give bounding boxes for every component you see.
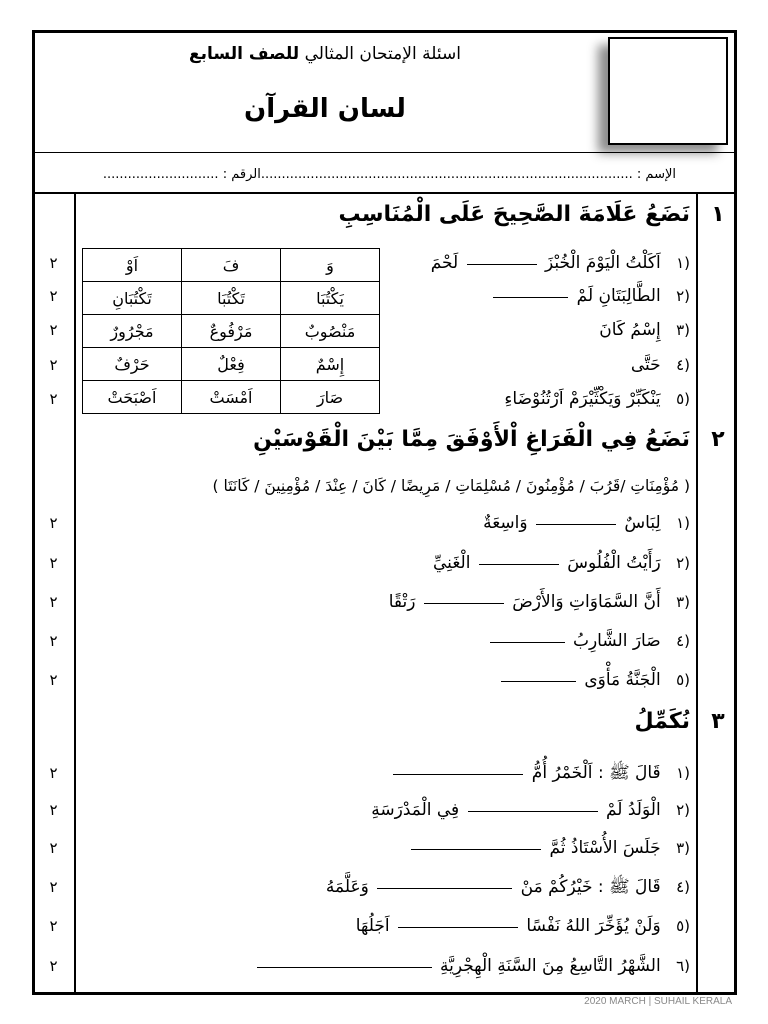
- question-item: [32, 797, 697, 823]
- choices-row: [83, 249, 380, 282]
- question-item: [32, 874, 697, 900]
- item-number: ٥): [676, 390, 690, 408]
- answer-blank: [468, 810, 598, 812]
- exam-heading: [100, 42, 550, 66]
- item-mark: ٢: [49, 356, 58, 374]
- section-number: ٣: [711, 709, 725, 734]
- item-number: ٢): [676, 801, 690, 819]
- choice-cell: مَرْفُوعٌ: [182, 315, 281, 348]
- question-item: [32, 550, 697, 576]
- section-number: ٢: [711, 427, 725, 452]
- item-mark: ٢: [49, 514, 58, 532]
- item-number: ٣): [676, 839, 690, 857]
- header-divider: [32, 152, 737, 153]
- question-item: [32, 667, 697, 693]
- question-text: [498, 667, 690, 693]
- answer-blank: [467, 263, 537, 265]
- number-dots: ............................: [102, 167, 219, 182]
- photo-box: [608, 37, 728, 145]
- item-number: ٢): [676, 554, 690, 572]
- exam-line: اسئلة الإمتحان المثالي: [304, 44, 461, 64]
- text-after-blank: وَعَلَّمَهُ: [325, 877, 369, 897]
- answer-blank: [398, 926, 518, 928]
- text-before-blank: قَالَ ﷺ : اَلْخَمْرُ أُمُّ: [531, 763, 661, 783]
- item-text: حَتَّى: [630, 355, 661, 375]
- text-before-blank: جَلَسَ الأُسْتَاذُ ثُمَّ: [549, 838, 661, 858]
- text-before-blank: الشَّهْرُ التَّاسِعُ مِنَ السَّنَةِ الْهِجْرِيَّةِ: [439, 956, 661, 976]
- item-number: ٤): [676, 356, 690, 374]
- text-after-blank: الْغَنِيِّ: [433, 553, 471, 573]
- item-number: ١): [676, 514, 690, 532]
- choice-cell: مَنْصُوبٌ: [281, 315, 380, 348]
- item-number: ٣): [676, 321, 690, 339]
- text-before-blank: الْوَلَدُ لَمْ: [605, 800, 661, 820]
- text-before-blank: وَلَنْ يُؤَخِّرَ اللهُ نَفْسًا: [526, 916, 661, 936]
- student-info-divider: [32, 192, 737, 194]
- question-item: [32, 760, 697, 786]
- choice-cell: فَ: [182, 249, 281, 282]
- text-after-blank: رَتْقًا: [388, 592, 416, 612]
- item-number: ٦): [676, 957, 690, 975]
- choice-cell: حَرْفٌ: [83, 348, 182, 381]
- text-after-blank: فِي الْمَدْرَسَةِ: [371, 800, 460, 820]
- subject-title: لسان القرآن: [244, 94, 406, 124]
- choice-cell: تَكْتُبَانِ: [83, 282, 182, 315]
- choices-row: [83, 315, 380, 348]
- item-mark: ٢: [49, 593, 58, 611]
- item-mark: ٢: [49, 632, 58, 650]
- choice-cell: يَكْتُبَا: [281, 282, 380, 315]
- text-before-blank: صَارَ الشَّارِبُ: [572, 631, 661, 651]
- item-mark: ٢: [49, 917, 58, 935]
- footer-credit: 2020 MARCH | SUHAIL KERALA: [584, 996, 732, 1007]
- text-after-blank: وَاسِعَةٌ: [483, 513, 528, 533]
- question-text: [504, 386, 690, 412]
- answer-blank: [393, 773, 523, 775]
- question-text: [490, 283, 690, 309]
- question-text: [254, 953, 690, 979]
- item-mark: ٢: [49, 554, 58, 572]
- answer-blank: [257, 966, 432, 968]
- item-mark: ٢: [49, 801, 58, 819]
- question-text: [483, 510, 690, 536]
- text-before-blank: رَأَيْتُ الْفُلُوسَ: [567, 553, 661, 573]
- student-info-row: [88, 165, 676, 185]
- choice-cell: فِعْلٌ: [182, 348, 281, 381]
- answer-blank: [493, 296, 568, 298]
- item-mark: ٢: [49, 764, 58, 782]
- answer-blank: [411, 848, 541, 850]
- section-title: نَضَعُ عَلَامَةَ الصَّحِيحَ عَلَى الْمُنَاسِبِ: [338, 202, 690, 227]
- item-number: ١): [676, 254, 690, 272]
- grade-label: للصف السابع: [189, 44, 300, 64]
- answer-blank: [536, 523, 616, 525]
- answer-blank: [501, 680, 576, 682]
- item-mark: ٢: [49, 878, 58, 896]
- section-number: ١: [711, 202, 725, 227]
- name-dots: ..........................................................................................: [260, 167, 633, 182]
- item-mark: ٢: [49, 321, 58, 339]
- answer-blank: [424, 602, 504, 604]
- choices-row: [83, 381, 380, 414]
- question-text: [389, 589, 690, 615]
- choice-cell: اَمْسَتْ: [182, 381, 281, 414]
- answer-blank: [377, 887, 512, 889]
- text-before-blank: لِبَاسٌ: [624, 513, 661, 533]
- question-text: [356, 913, 690, 939]
- question-item: [32, 589, 697, 615]
- question-item: [32, 913, 697, 939]
- item-number: ٤): [676, 878, 690, 896]
- question-item: [32, 953, 697, 979]
- question-item: [32, 628, 697, 654]
- question-text: [433, 550, 690, 576]
- item-number: ١): [676, 764, 690, 782]
- text-before-blank: أَنَّ السَّمَاوَاتِ وَالأَرْضَ: [512, 592, 661, 612]
- choice-cell: وَ: [281, 249, 380, 282]
- question-text: [599, 317, 690, 343]
- word-options: ( مُؤْمِنَاتِ /قَرُبَ / مُؤْمِنُونَ / مُسْلِمَاتِ / مَرِيضًا / كَانَ / عِنْدَ / مُؤْمِنِينَ / كَانَتَا ): [212, 477, 690, 495]
- question-text: [431, 250, 690, 276]
- choice-cell: إِسْمٌ: [281, 348, 380, 381]
- item-mark: ٢: [49, 839, 58, 857]
- question-text: [631, 352, 690, 378]
- question-text: [371, 797, 690, 823]
- choice-cell: تَكْتُبَا: [182, 282, 281, 315]
- item-mark: ٢: [49, 287, 58, 305]
- text-after-blank: اَجَلُهَا: [355, 916, 390, 936]
- item-number: ٣): [676, 593, 690, 611]
- question-text: [408, 835, 690, 861]
- choice-cell: اَصْبَحَتْ: [83, 381, 182, 414]
- choices-row: [83, 282, 380, 315]
- item-mark: ٢: [49, 957, 58, 975]
- text-before-blank: الطَّالِبَتَانِ لَمْ: [576, 286, 661, 306]
- answer-blank: [490, 641, 565, 643]
- choice-cell: اَوْ: [83, 249, 182, 282]
- answer-blank: [479, 563, 559, 565]
- text-after-blank: لَحْمَ: [430, 253, 459, 273]
- item-text: يَنْكَبِّرْ وَيَكْثِّيْرَمْ اَرْتُنُوْضَاءِ: [504, 389, 661, 409]
- item-number: ٤): [676, 632, 690, 650]
- choice-cell: صَارَ: [281, 381, 380, 414]
- choice-cell: مَجْرُورٌ: [83, 315, 182, 348]
- question-item: [32, 510, 697, 536]
- item-mark: ٢: [49, 390, 58, 408]
- text-before-blank: الْجَنَّةُ مَأْوَى: [584, 670, 661, 690]
- choices-row: [83, 348, 380, 381]
- question-text: [390, 760, 690, 786]
- question-item: [32, 835, 697, 861]
- question-text: [487, 628, 690, 654]
- item-mark: ٢: [49, 671, 58, 689]
- name-label: الإسم :: [636, 167, 676, 182]
- question-text: [326, 874, 690, 900]
- item-mark: ٢: [49, 254, 58, 272]
- item-number: ٥): [676, 917, 690, 935]
- choices-table: [82, 248, 380, 414]
- item-text: إِسْمُ كَانَ: [599, 320, 661, 340]
- item-number: ٢): [676, 287, 690, 305]
- text-before-blank: اَكَلْتُ الْيَوْمَ الْخُبْزَ: [545, 253, 661, 273]
- number-label: الرقم :: [222, 167, 261, 182]
- section-title: نَضَعُ فِي الْفَرَاغِ اْلأَوْفَقَ مِمَّا بَيْنَ الْقَوْسَيْنِ: [253, 427, 690, 452]
- item-number: ٥): [676, 671, 690, 689]
- text-before-blank: قَالَ ﷺ : خَيْرُكُمْ مَنْ: [520, 877, 661, 897]
- section-title: نُكَمِّلُ: [634, 709, 690, 734]
